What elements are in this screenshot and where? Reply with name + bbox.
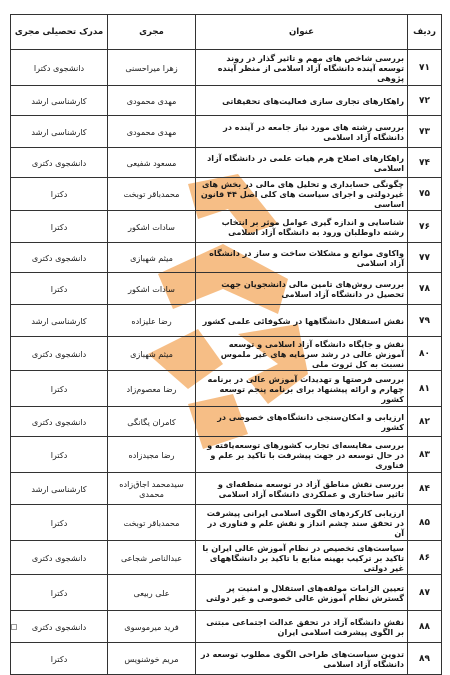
degree-cell: دکترا — [11, 575, 108, 611]
title-cell: بررسی مقایسه‌ای تجارب کشورهای توسعه‌یافته و در حال توسعه در جهت پیشرفت با تاکید بر علم و فناوری — [196, 437, 408, 473]
title-cell: بررسی فرصتها و تهدیدات آموزش عالی در برنامه چهارم و ارائه پیشنهاد برای برنامه پنجم توسعه کشور — [196, 371, 408, 407]
row-number-cell: ۸۶ — [408, 541, 442, 575]
research-projects-table — [10, 14, 442, 675]
table-row — [11, 371, 442, 407]
degree-cell: کارشناسی ارشد — [11, 305, 108, 337]
title-cell: سیاست‌های تخصیص در نظام آموزش عالی ایران با تاکید بر ترکیب بهینه منابع با تاکید بر دانشگاههای غیر دولتی — [196, 541, 408, 575]
executor-cell: کامران یگانگی — [108, 407, 196, 437]
row-number-cell: ۸۳ — [408, 437, 442, 473]
table-header-row — [11, 15, 442, 50]
executor-cell: سادات اشکور — [108, 273, 196, 305]
executor-cell: رضا علیزاده — [108, 305, 196, 337]
table-row — [11, 541, 442, 575]
row-number-cell: ۷۳ — [408, 116, 442, 148]
executor-cell: میثم شهبازی — [108, 243, 196, 273]
row-number-cell: ۷۹ — [408, 305, 442, 337]
degree-cell: کارشناسی ارشد — [11, 86, 108, 116]
executor-cell: سادات اشکور — [108, 211, 196, 243]
page-corner-mark — [11, 624, 17, 630]
executor-cell: مسعود شفیعی — [108, 148, 196, 178]
degree-cell: دانشجوی دکتری — [11, 611, 108, 643]
table-row — [11, 305, 442, 337]
degree-cell: دکترا — [11, 371, 108, 407]
degree-cell: دکترا — [11, 273, 108, 305]
table-row — [11, 50, 442, 86]
row-number-cell: ۸۱ — [408, 371, 442, 407]
row-number-cell: ۸۸ — [408, 611, 442, 643]
header-title: عنوان — [196, 15, 408, 50]
table-row — [11, 273, 442, 305]
row-number-cell: ۸۰ — [408, 337, 442, 371]
row-number-cell: ۷۷ — [408, 243, 442, 273]
table-row — [11, 611, 442, 643]
title-cell: بررسی روش‌های تامین مالی دانشجویان جهت تحصیل در دانشگاه آزاد اسلامی — [196, 273, 408, 305]
table-row — [11, 575, 442, 611]
degree-cell: دانشجوی دکترا — [11, 50, 108, 86]
title-cell: ارزیابی کارکردهای الگوی اسلامی ایرانی پیشرفت در تحقق سند چشم انداز و نقش علم و فناوری در آن — [196, 505, 408, 541]
title-cell: تعیین الزامات مولفه‌های استقلال و امنیت پر گسترش نظام آموزش عالی خصوصی و غیر دولتی — [196, 575, 408, 611]
header-degree: مدرک تحصیلی مجری — [11, 15, 108, 50]
table-row — [11, 148, 442, 178]
title-cell: چگونگی حسابداری و تحلیل های مالی در بخش های غیردولتی و اجرای سیاست های کلی اصل ۴۴ قانون اساسی — [196, 178, 408, 211]
title-cell: راهکارهای اصلاح هرم هیات علمی در دانشگاه آزاد اسلامی — [196, 148, 408, 178]
table-row — [11, 86, 442, 116]
executor-cell: علی ربیعی — [108, 575, 196, 611]
degree-cell: دانشجوی دکتری — [11, 243, 108, 273]
executor-cell: سیدمحمد اجاق‌زاده محمدی — [108, 473, 196, 505]
title-cell: شناسایی و اندازه گیری عوامل موثر بر انتخاب رشته داوطلبان ورود به دانشگاه آزاد اسلامی — [196, 211, 408, 243]
row-number-cell: ۷۶ — [408, 211, 442, 243]
degree-cell: کارشناسی ارشد — [11, 473, 108, 505]
degree-cell: دکترا — [11, 437, 108, 473]
table-row — [11, 643, 442, 675]
executor-cell: زهرا میراحسنی — [108, 50, 196, 86]
table-row — [11, 178, 442, 211]
executor-cell: مهدی محمودی — [108, 116, 196, 148]
title-cell: بررسی رشته های مورد نیاز جامعه در آینده در دانشگاه آزاد اسلامی — [196, 116, 408, 148]
table-row — [11, 437, 442, 473]
title-cell: نقش دانشگاه آزاد در تحقق عدالت اجتماعی مبتنی بر الگوی پیشرفت اسلامی ایران — [196, 611, 408, 643]
degree-cell: دانشجوی دکتری — [11, 148, 108, 178]
row-number-cell: ۷۵ — [408, 178, 442, 211]
title-cell: بررسی نقش مناطق آزاد در توسعه منطقه‌ای و تاثیر ساختاری و عملکردی دانشگاه آزاد اسلامی — [196, 473, 408, 505]
document-sheet — [10, 14, 441, 669]
table-row — [11, 473, 442, 505]
degree-cell: دکترا — [11, 211, 108, 243]
executor-cell: مریم خوشنویس — [108, 643, 196, 675]
executor-cell: محمدباقر توبخت — [108, 505, 196, 541]
row-number-cell: ۷۲ — [408, 86, 442, 116]
row-number-cell: ۷۸ — [408, 273, 442, 305]
header-row-number: ردیف — [408, 15, 442, 50]
degree-cell: کارشناسی ارشد — [11, 116, 108, 148]
title-cell: واکاوی موانع و مشکلات ساخت و ساز در دانشگاه آزاد اسلامی — [196, 243, 408, 273]
executor-cell: محمدباقر توبخت — [108, 178, 196, 211]
row-number-cell: ۸۴ — [408, 473, 442, 505]
executor-cell: فرید میرموسوی — [108, 611, 196, 643]
title-cell: تدوین سیاست‌های طراحی الگوی مطلوب توسعه در دانشگاه آزاد اسلامی — [196, 643, 408, 675]
table-row — [11, 505, 442, 541]
degree-cell: دانشجوی دکتری — [11, 541, 108, 575]
executor-cell: رضا مجیدزاده — [108, 437, 196, 473]
row-number-cell: ۸۵ — [408, 505, 442, 541]
table-row — [11, 211, 442, 243]
title-cell: نقش استقلال دانشگاهها در شکوفائی علمی کشور — [196, 305, 408, 337]
row-number-cell: ۸۹ — [408, 643, 442, 675]
degree-cell: دانشجوی دکتری — [11, 337, 108, 371]
executor-cell: رضا معصوم‌زاد — [108, 371, 196, 407]
degree-cell: دکترا — [11, 505, 108, 541]
row-number-cell: ۷۴ — [408, 148, 442, 178]
degree-cell: دکترا — [11, 178, 108, 211]
executor-cell: عبدالناصر شجاعی — [108, 541, 196, 575]
title-cell: راهکارهای تجاری سازی فعالیت‌های تحقیقاتی — [196, 86, 408, 116]
table-row — [11, 407, 442, 437]
header-executor: مجری — [108, 15, 196, 50]
title-cell: ارزیابی و امکان‌سنجی دانشگاه‌های خصوصی در کشور — [196, 407, 408, 437]
table-row — [11, 337, 442, 371]
table-row — [11, 243, 442, 273]
degree-cell: دکترا — [11, 643, 108, 675]
executor-cell: میثم شهبازی — [108, 337, 196, 371]
title-cell: نقش و جایگاه دانشگاه آزاد اسلامی و توسعه آموزش عالی در رشد سرمایه های غیر ملموس نسبت به کل ثروت ملی — [196, 337, 408, 371]
row-number-cell: ۸۷ — [408, 575, 442, 611]
degree-cell: دانشجوی دکتری — [11, 407, 108, 437]
title-cell: بررسی شاخص های مهم و تاثیر گذار در روند توسعه آینده دانشگاه آزاد اسلامی از منظر آینده پژوهی — [196, 50, 408, 86]
row-number-cell: ۷۱ — [408, 50, 442, 86]
row-number-cell: ۸۲ — [408, 407, 442, 437]
table-row — [11, 116, 442, 148]
executor-cell: مهدی محمودی — [108, 86, 196, 116]
